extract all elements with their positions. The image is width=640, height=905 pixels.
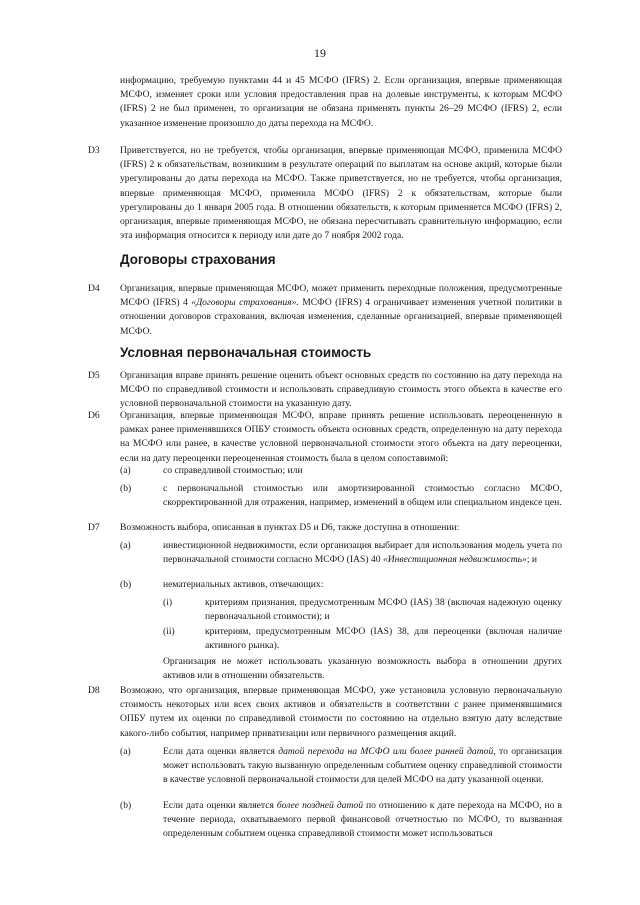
d6-item-b-label: (b) [120, 483, 132, 494]
d8-a-text-1: Если дата оценки является [163, 746, 279, 757]
d8-a-text-2: , то организация может использовать такую вызванную определенным событием оценку справедливой стоимости в качестве условной первоначальной стоимости для целей МСФО на дату указанной оценки. [163, 746, 562, 786]
d8-item-b [163, 799, 562, 842]
paragraph-d6: Организация, впервые применяющая МСФО, вправе принять решение использовать переоцененную в рамках ранее применявшихся ОПБУ стоимость объекта основных средств, определенную на дату перехода на МСФО или ранее, в качестве условной первоначальной стоимости этого объекта на дату переоценки, если на дату переоценки переоцененная стоимость была в целом сопоставимой: [120, 410, 562, 464]
d7-item-b-label: (b) [120, 579, 132, 590]
d7-item-b-ii-label: (ii) [163, 626, 175, 637]
d8-b-text-2: по отношению к дате перехода на МСФО, но в течение периода, охватываемого первой финансовой отчетностью по МСФО, то вызванная определенным событием оценка справедливой стоимости может использоваться [163, 800, 563, 840]
d4-text-2: МСФО (IFRS) 4 ограничивает изменения учетной политики в отношении договоров страхования, включая изменения, сделанные организацией, впервые применяющей МСФО. [120, 297, 563, 337]
paragraph-number-d4: D4 [88, 283, 100, 294]
d6-item-a: со справедливой стоимостью; или [163, 465, 303, 476]
d8-item-b-label: (b) [120, 800, 132, 811]
section-heading-deemed-cost: Условная первоначальная стоимость [120, 345, 372, 360]
d8-item-a [163, 745, 562, 788]
paragraph-number-d3: D3 [88, 145, 100, 156]
paragraph-d4 [120, 282, 562, 339]
d6-item-a-label: (a) [120, 465, 131, 476]
d7-a-text-2: ; и [526, 554, 538, 566]
paragraph-number-d8: D8 [88, 685, 100, 696]
paragraph-d3: Приветствуется, но не требуется, чтобы организация, впервые применяющая МСФО, применила МСФО (IFRS) 2 к обязательствам, возникшим в результате операций по выплатам на основе акций, которые были урегулированы до даты перехода на МСФО. Также приветствуется, но не требуется, чтобы организация, впервые применяющая МСФО, применила МСФО (IFRS) 2 к обязательствам, которые были урегулированы до 1 января 2005 года. В отношении обязательств, к которым применяется МСФО (IFRS) 2, организация, впервые применяющая МСФО, не обязана пересчитывать сравнительную информацию, если эта информация относится к периоду или дате до 7 ноября 2002 года. [120, 145, 562, 242]
d4-text-1: Организация, впервые применяющая МСФО, может применить переходные положения, предусмотренные МСФО (IFRS) 4 [120, 283, 562, 309]
d8-b-text-1: Если дата оценки является [163, 800, 277, 811]
section-heading-insurance: Договоры страхования [120, 252, 276, 267]
d8-b-italic-text: более поздней датой [276, 800, 363, 811]
d4-standard-title: «Договоры страхования». [191, 297, 299, 309]
paragraph-number-d7: D7 [88, 522, 100, 533]
intro-paragraph: информацию, требуемую пунктами 44 и 45 МСФО (IFRS) 2. Если организация, впервые применяющая МСФО, изменяет сроки или условия предоставления прав на долевые инструменты, к которым МСФО (IFRS) 2 не был применен, то организация не обязана применять пункты 26–29 МСФО (IFRS) 2, если указанное изменение произошло до даты перехода на МСФО. [120, 75, 562, 129]
paragraph-number-d5: D5 [88, 370, 100, 381]
d7-a-text-1: инвестиционной недвижимости, если организация выбирает для использования модель учета по первоначальной стоимости согласно МСФО (IAS) 40 [163, 540, 562, 566]
d7-item-b-i: критериям признания, предусмотренным МСФО (IAS) 38 (включая надежную оценку первоначальной стоимости); и [205, 597, 562, 623]
paragraph-number-d6: D6 [88, 410, 100, 421]
d7-a-standard-title: «Инвестиционная недвижимость» [382, 554, 527, 566]
d8-item-a-label: (a) [120, 746, 131, 757]
paragraph-d7: Возможность выбора, описанная в пунктах D5 и D6, также доступна в отношении: [120, 522, 460, 533]
page-number: 19 [314, 46, 326, 60]
d7-item-b-ii: критериям, предусмотренным МСФО (IAS) 38, для переоценки (включая наличие активного рынка). [205, 626, 562, 652]
d6-item-b: с первоначальной стоимостью или амортизированной стоимостью согласно МСФО, скорректированной для отражения, например, изменений в общем или специальном индексе цен. [163, 483, 562, 509]
d7-item-a [163, 539, 562, 567]
d7-item-b: нематериальных активов, отвечающих: [163, 579, 324, 590]
d7-item-b-i-label: (i) [163, 597, 173, 608]
d8-a-italic-text: датой перехода на МСФО или более ранней датой [278, 746, 494, 757]
paragraph-d8: Возможно, что организация, впервые применяющая МСФО, уже установила условную первоначальную стоимость некоторых или всех своих активов и обязательств в соответствии с ранее применявшимися ОПБУ путем их оценки по справедливой стоимости по состоянию на отдельно взятую дату вследствие какого-либо события, например приватизации или первичного размещения акций. [120, 685, 562, 739]
paragraph-d5: Организация вправе принять решение оценить объект основных средств по состоянию на дату перехода на МСФО по справедливой стоимости и использовать справедливую стоимость этого объекта в качестве его условной первоначальной стоимости на указанную дату. [120, 370, 562, 410]
d7-item-a-label: (a) [120, 540, 131, 551]
d7-closing-text: Организация не может использовать указанную возможность выбора в отношении других активов или в отношении обязательств. [163, 656, 562, 682]
